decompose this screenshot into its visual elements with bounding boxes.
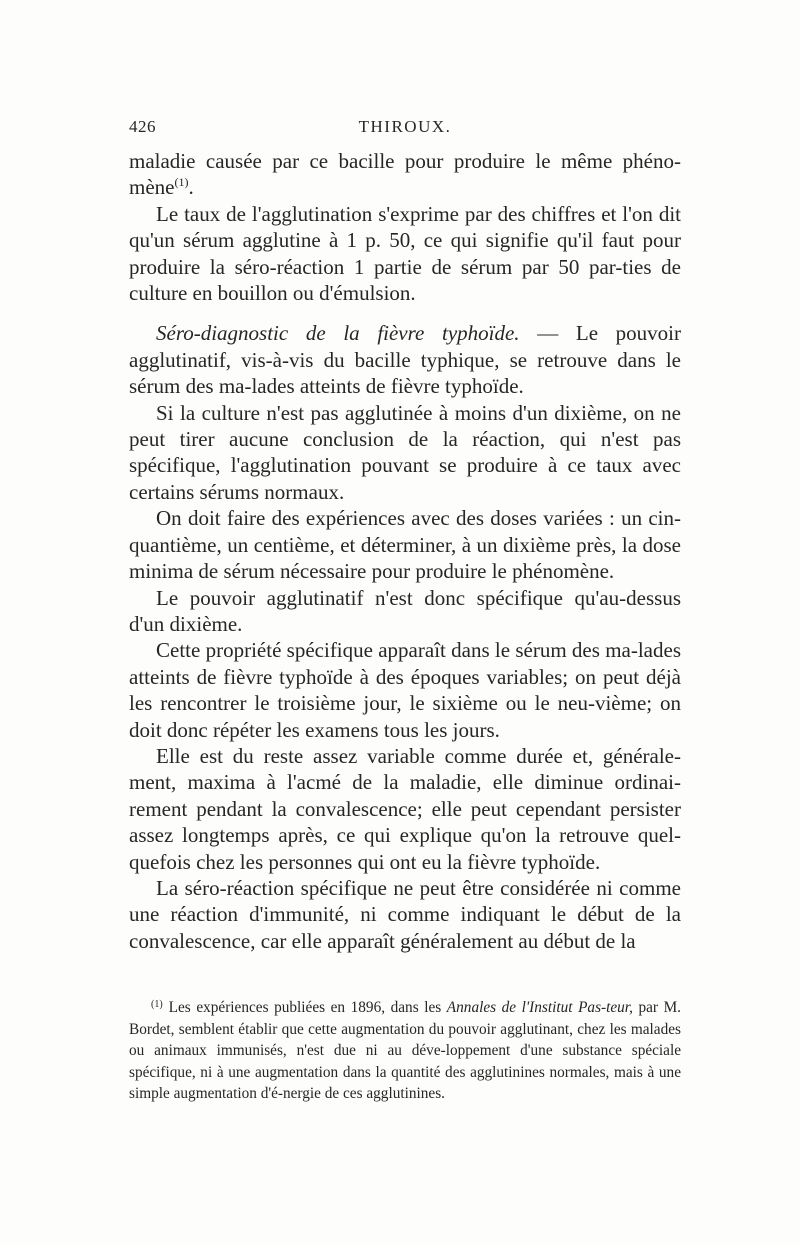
footnote-paragraph [129,997,681,1105]
paragraph-continued-end: . [188,175,194,200]
paragraph-continued-text: maladie causée par ce bacille pour produire le même phéno-mène [129,149,681,200]
footnote [129,997,681,1105]
paragraph-duration: Elle est du reste assez variable comme durée et, générale-ment, maxima à l'acmé de la maladie, elle diminue ordinai-rement pendant la convalescence; elle peut cependant persister assez longtemps après, ce qui explique qu'on la retrouve quel-quefois chez les personnes qui ont eu la fièvre typhoïde. [129,743,681,874]
section-title: Séro-diagnostic de la fièvre typhoïde. [156,321,520,346]
footnote-reference[interactable]: (1) [174,175,189,190]
paragraph-section-start [129,320,681,399]
paragraph-specificity: Le pouvoir agglutinatif n'est donc spécifique qu'au-dessus d'un dixième. [129,585,681,636]
footnote-text-b: par M. Bordet, semblent établir que cette augmentation du pouvoir agglutinant, chez les malades ou animaux immunisés, n'est due ni au déve-loppement d'une substance spéciale spécifique, ni à une augmentation dans la quantité des agglutinines normales, mais à une simple augmentation d'é-nergie de ces agglutinines. [129,999,681,1102]
paragraph-immunity: La séro-réaction spécifique ne peut être considérée ni comme une réaction d'immunité, ni comme indiquant le début de la convalescence, car elle apparaît généralement au début de la [129,875,681,953]
paragraph-doses: On doit faire des expériences avec des doses variées : un cin-quantième, un centième, et déterminer, à un dixième près, la dose minima de sérum nécessaire pour produire le phénomène. [129,506,681,584]
running-title: THIROUX. [358,117,452,136]
paragraph-culture: Si la culture n'est pas agglutinée à moins d'un dixième, on ne peut tirer aucune conclusion de la réaction, qui n'est pas spécifique, l'agglutination pouvant se produire à ce taux avec certains sérums normaux. [129,400,681,504]
paragraph-continued [129,148,681,201]
body-text [129,148,681,954]
running-head [129,117,681,141]
section-intro-text: — Le pouvoir agglutinatif, vis-à-vis du bacille typhique, se retrouve dans le sérum des ma-lades atteints de fièvre typhoïde. [129,321,681,399]
paragraph-agglutination-rate: Le taux de l'agglutination s'exprime par des chiffres et l'on dit qu'un sérum agglutine à 1 p. 50, ce qui signifie qu'il faut pour produire la séro-réaction 1 partie de sérum par 50 par-ties de culture en bouillon ou d'émulsion. [129,201,681,306]
footnote-marker: (1) [151,999,163,1010]
footnote-journal-title: Annales de l'Institut Pas-teur, [446,999,633,1016]
page-number: 426 [129,117,156,136]
footnote-text-a: Les expériences publiées en 1896, dans les [168,999,447,1016]
paragraph-property: Cette propriété spécifique apparaît dans le sérum des ma-lades atteints de fièvre typhoïde à des époques variables; on peut déjà les rencontrer le troisième jour, le sixième ou le neu-vième; on doit donc répéter les examens tous les jours. [129,638,681,742]
